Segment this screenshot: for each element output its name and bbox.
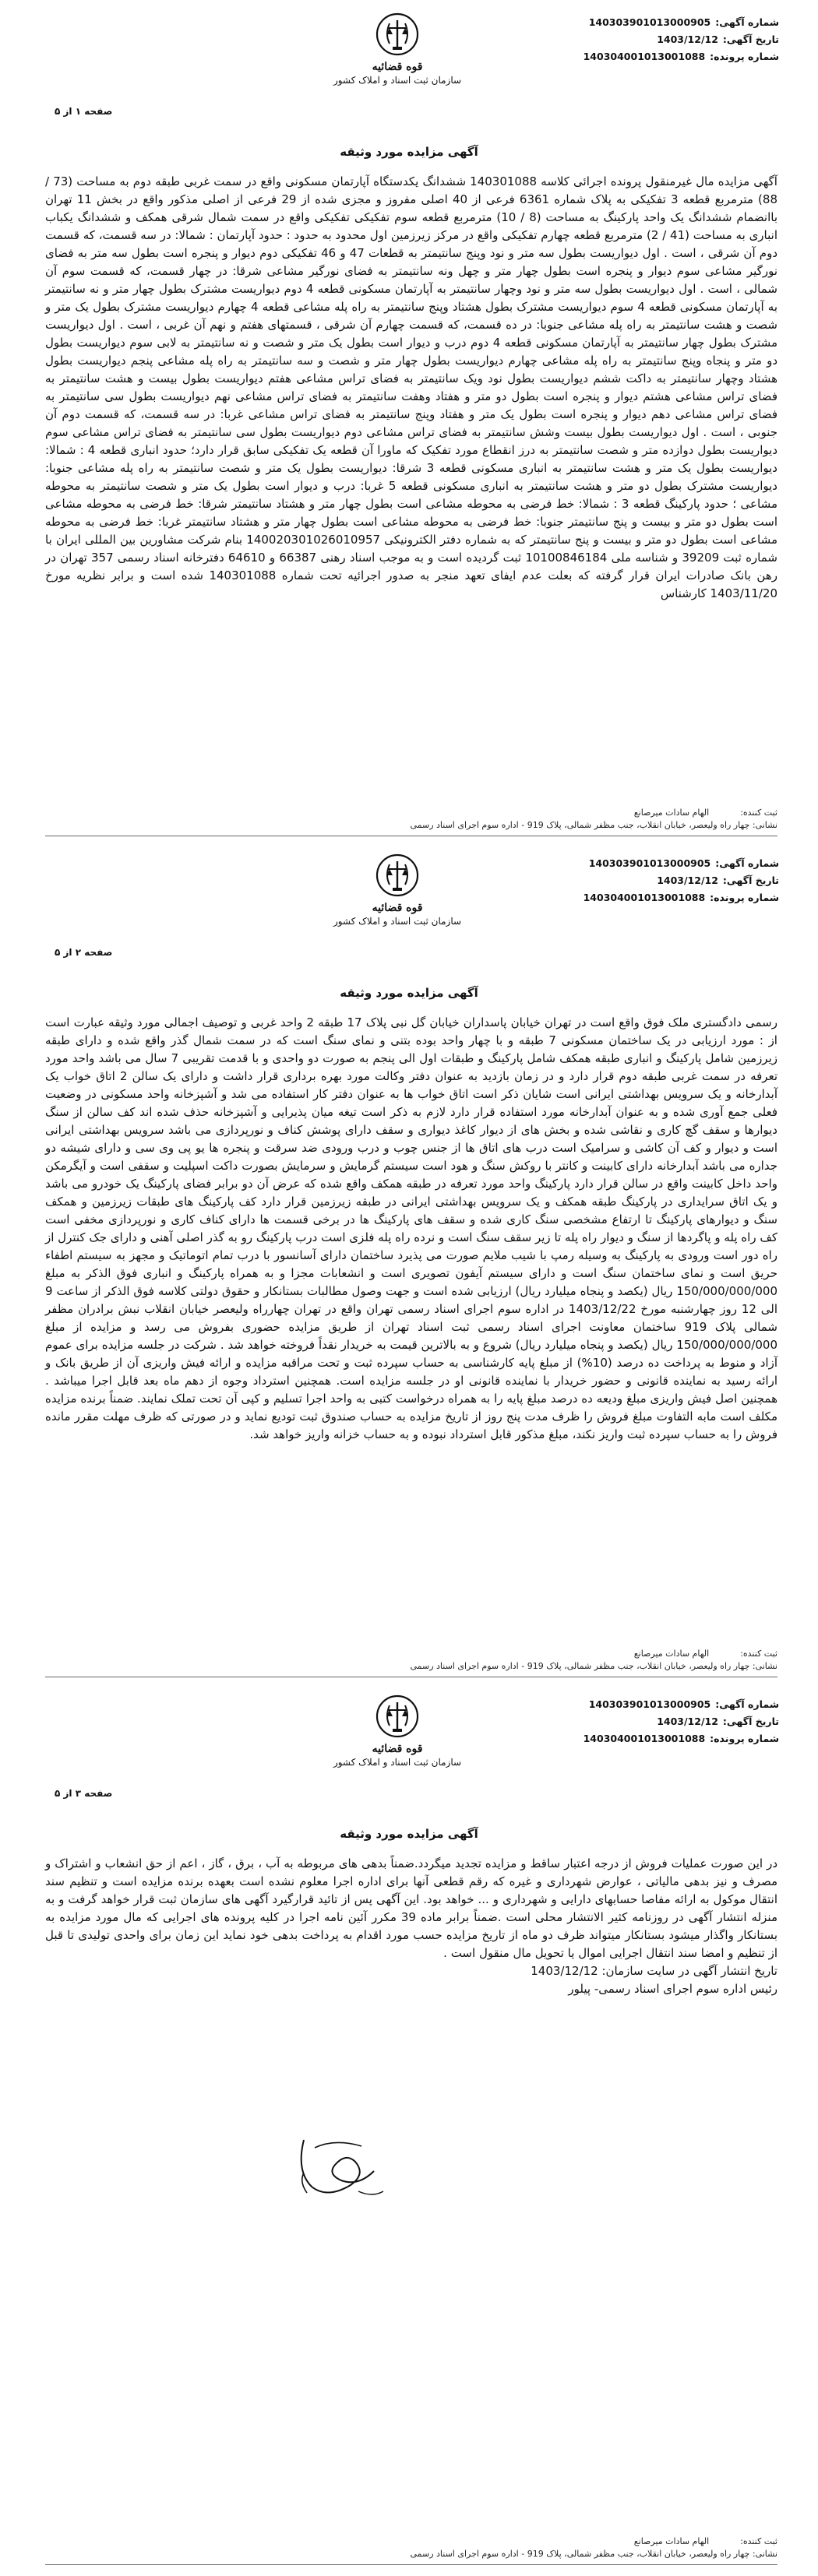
footer-signer: الهام سادات میرصانع bbox=[633, 1649, 710, 1659]
handwritten-signature bbox=[280, 2124, 397, 2210]
notice-meta bbox=[561, 14, 779, 65]
notice-title: آگهی مزایده مورد وثیقه bbox=[340, 145, 478, 159]
judiciary-emblem bbox=[327, 852, 467, 938]
file-number: 140304001013001088 bbox=[583, 1733, 706, 1744]
page-number: صفحه ۳ از ۵ bbox=[55, 1788, 113, 1799]
emblem-caption-top: قوه قضائیه bbox=[372, 902, 423, 914]
body-paragraph: رسمی دادگستری ملک فوق واقع است در تهران خیابان پاسداران خیابان گل نبی پلاک 17 طبقه 2 واحد غربی و توصیف اجمالی مورد وثیقه عبارت است از : مورد ارزیابی در یک ساختمان مسکونی 7 طبقه و با چهار واحد بوده بتنی و نمای سنگ است که در سمت شمال گذر واقع شده و دارای طبقه زیرزمین شامل پارکینگ و انباری طبقه همکف شامل پارکینگ و طبقات اول الی پنجم به صورت دو واحدی و با قدمت تقریبی 7 سال می باشد واحد مورد تعرفه در سمت غربی طبقه دوم قرار دارد و در زمان بازدید به عنوان دفتر وکالت مورد بهره برداری قرار داشت و دارای یک سالن 2 اتاق خواب یک آبدارخانه و یک سرویس بهداشتی ایرانی است شایان ذکر است اتاق خواب ها به عنوان دفتر کار استفاده می شد و آشپزخانه واحد مسکونی در وضعیت فعلی جمع آوری شده و به عنوان آبدارخانه مورد استفاده قرار دارد لازم به ذکر است تیغه میان پذیرایی و آشپزخانه حذف شده اند کف سالن از سنگ دیوارها و سقف گچ کاری و نقاشی شده و بخش های از دیوار کاغذ دیواری و سقف دارای پوشش کناف و نورپردازی می باشد سرویس بهداشتی ایرانی است و دیوار و کف آن کاشی و سرامیک است درب های اتاق ها از جنس چوب و درب ورودی ضد سرقت و پنجره ها یو پی وی سی و دارای شیشه دو جداره می باشد آبدارخانه دارای کابینت و کانتر با روکش سنگ و هود است سیستم گرمایش و سرمایش بصورت داکت اسپلیت و سقفی است و آیگرمکن واحد داخل کابینت واقع در سالن قرار دارد پارکینگ واحد مورد تعرفه در طبقه همکف واقع شده که عرض آن دو برابر فضای پارکینگ یک خودرو می باشد و یک اتاق سرایداری در پارکینگ طبقه همکف و یک سرویس بهداشتی ایرانی در طبقه زیرزمین قرار دارد کف پارکینگ های طبقات زیرزمین و همکف سنگ و دیوارهای پارکینگ تا ارتفاع مشخصی سنگ کاری شده و سقف های پارکینگ ها در برخی قسمت ها دارای کناف کاری و نورپردازی مخفی است کف راه پله و پاگردها از سنگ و دیوار راه پله تا زیر سقف سنگ است و نرده راه پله فلزی است درب پارکینگ رو به گذر اصلی آهنی و دارای جک کنترل از راه دور است ورودی به پارکینگ به وسیله رمپ با شیب ملایم صورت می پذیرد ساختمان دارای آسانسور با درب تمام اتوماتیک و مجهز به سیستم اطفاء حریق است و نمای ساختمان سنگ است و دارای سیستم آیفون تصویری است و انشعابات مجزا و به همراه پارکینگ و انباری فوق الذکر به مبلغ 150/000/000/000 ریال (یکصد و پنجاه میلیارد ریال) ارزیابی شده است و جهت وصول مطالبات بستانکار و حقوق دولتی کلاسه فوق الذکر از ساعت 9 الی 12 روز چهارشنبه مورخ 1403/12/22 در اداره سوم اجرای اسناد رسمی تهران واقع در تهران چهارراه ولیعصر خیابان انقلاب نبش برادران مظفر شمالی پلاک 919 ساختمان معاونت اجرای اسناد رسمی ثبت اسناد تهران از طریق مزایده حضوری بفروش می رسد و مزایده از مبلغ 150/000/000/000 ریال (یکصد و پنجاه میلیارد ریال) شروع و به بالاترین قیمت به خریدار نقداً فروخته خواهد شد . شرکت در جلسه مزایده برای عموم آزاد و منوط به پرداخت ده درصد (10%) از مبلغ پایه کارشناسی به حساب سپرده ثبت و تحت مراقبه مزایده و ارائه فیش واریزی آن از طریق بانک و ارائه رسید به نماینده قانونی و حضور خریدار با نماینده قانونی او در جلسه مزایده است. همچنین استرداد وجوه از دهم ماه بعد قابل اجرا میباشد . همچنین اصل فیش واریزی مبلغ ودیعه ده درصد مبلغ پایه را به همراه درخواست کتبی به واحد اجرا تسلیم و کپی آن تحت تملک نمایند. ضمناً برنده مزایده مکلف است مابه التفاوت مبلغ فروش را ظرف مدت پنج روز از تاریخ مزایده به حساب صندوق ثبت تودیع نماید و در صورتی که ظرف مهلت مقرر مانده فروش را به حساب سپرده ثبت واریز نکند، مبلغ مذکور قابل استرداد نبوده و به حساب خزانه واریز خواهد شد. bbox=[45, 1015, 778, 1441]
scales-emblem-icon bbox=[374, 852, 421, 900]
signatory-line: رئیس اداره سوم اجرای اسناد رسمی- پیلور bbox=[568, 1982, 777, 1996]
page-number: صفحه ۱ از ۵ bbox=[55, 106, 113, 117]
notice-number: 140303901013000905 bbox=[588, 1698, 711, 1710]
judiciary-emblem bbox=[327, 1693, 467, 1779]
notice-number: 140303901013000905 bbox=[588, 16, 711, 28]
footer-address: نشانی: چهار راه ولیعصر، خیابان انقلاب، جنب مظفر شمالی، پلاک 919 - اداره سوم اجرای اسناد رسمی bbox=[410, 2549, 777, 2559]
judiciary-emblem bbox=[327, 11, 467, 97]
emblem-caption-bottom: سازمان ثبت اسناد و املاک کشور bbox=[333, 916, 462, 927]
footer-signed-label: ثبت کننده: bbox=[740, 2536, 777, 2546]
scales-emblem-icon bbox=[374, 1693, 421, 1741]
footer-address: نشانی: چهار راه ولیعصر، خیابان انقلاب، جنب مظفر شمالی، پلاک 919 - اداره سوم اجرای اسناد رسمی bbox=[410, 820, 777, 830]
notice-body bbox=[45, 173, 777, 603]
emblem-caption-top: قوه قضائیه bbox=[372, 61, 423, 73]
signature-icon bbox=[280, 2124, 397, 2210]
notice-number-label: شماره آگهی: bbox=[715, 1698, 779, 1710]
file-number-label: شماره پرونده: bbox=[710, 892, 779, 903]
file-number: 140304001013001088 bbox=[583, 892, 706, 903]
page-footer bbox=[45, 1648, 777, 1677]
notice-title: آگهی مزایده مورد وثیقه bbox=[340, 1827, 478, 1841]
body-paragraph: آگهی مزایده مال غیرمنقول پرونده اجرائی کلاسه 140301088 ششدانگ یکدستگاه آپارتمان مسکونی واقع در سمت غربی طبقه دوم به مساحت (73 / 88) مترمربع قطعه 3 تفکیکی به پلاک شماره 6361 فرعی از 40 اصلی مفروز و مجزی شده از 29 فرعی از اصلی مذکور واقع در بخش 11 تهران باانضمام ششدانگ یک واحد پارکینگ به مساحت (8 / 10) مترمربع قطعه سوم تفکیکی تفکیکی واقع در سمت شمال شرقی همکف و ششدانگ یکباب انباری به مساحت (41 / 2) مترمربع قطعه چهارم تفکیکی واقع در مرکز زیرزمین اول محدود به حدود : حدود آپارتمان : شمالا: در سه قسمت، که قسمت دوم آن شرقی ، است . اول دیواریست بطول سه متر و نود وپنج سانتیمتر به قطعات 47 و 46 تفکیکی دوم دیوار و پنجره است بطول سه متر به فضای نورگیر مشاعی سوم دیوار و پنجره است بطول چهار متر و چهل ونه سانتیمتر به فضای نورگیر مشاعی شرقا: در چهار قسمت، که قسمت سوم آن شمالی ، است . اول دیواریست بطول سه متر و نود وچهار سانتیمتر به آپارتمان مسکونی قطعه 4 دوم دیواریست مشترک بطول چهار متر و نه سانتیمتر به آپارتمان مسکونی قطعه 4 سوم دیواریست مشترک بطول هشتاد وپنج سانتیمتر به راه پله مشاعی قطعه 4 چهارم دیواریست مشترک بطول یک متر و شصت و هشت سانتیمتر به راه پله مشاعی جنوبا: در ده قسمت، که قسمت چهارم آن شرقی ، قسمتهای هفتم و نهم آن غربی ، است . اول دیواریست مشترک بطول چهار سانتیمتر به آپارتمان مسکونی قطعه 4 دوم درب و دیوار است بطول یک متر و شصت و نه سانتیمتر به لابی سوم دیواریست بطول دو متر و پنجاه وپنج سانتیمتر به راه پله مشاعی چهارم دیواریست بطول چهار متر و شصت و سه سانتیمتر به راه پله مشاعی پنجم دیواریست بطول هشتاد وچهار سانتیمتر به داکت ششم دیواریست بطول نود ویک سانتیمتر به فضای تراس مشاعی هفتم دیواریست بطول بیست و هشت سانتیمتر به فضای تراس مشاعی هشتم دیوار و پنجره است بطول دو متر و هفتاد وهفت سانتیمتر به فضای تراس مشاعی نهم دیواریست بطول سی سانتیمتر به فضای تراس مشاعی دهم دیوار و پنجره است بطول یک متر و هفتاد وپنج سانتیمتر به فضای تراس مشاعی غربا: در سه قسمت، که قسمت دوم آن جنوبی ، است . اول دیواریست بطول بیست وشش سانتیمتر به فضای تراس مشاعی دوم دیواریست بطول سی سانتیمتر به فضای تراس مشاعی سوم دیواریست بطول دوازده متر و شصت سانتیمتر به درز انقطاع مورد تفکیک که ماورا آن قطعه یک تفکیکی سابق قرار دارد؛ حدود انباری قطعه 4 : شمالا: دیواریست بطول یک متر و هشت سانتیمتر به انباری مسکونی قطعه 3 شرقا: دیواریست بطول یک متر و شصت سانتیمتر به راه پله مشاعی جنوبا: دیواریست مشترک بطول دو متر و هشت سانتیمتر به انباری مسکونی قطعه 5 غربا: درب و دیوار است بطول یک متر و شصت سانتیمتر به محوطه مشاعی ؛ حدود پارکینگ قطعه 3 : شمالا: خط فرضی به محوطه مشاعی است بطول چهار متر و هشتاد سانتیمتر شرقا: خط فرضی به محوطه مشاعی است بطول دو متر و بیست و پنج سانتیمتر جنوبا: خط فرضی به محوطه مشاعی است بطول چهار متر و هشتاد سانتیمتر غربا: خط فرضی به محوطه مشاعی است بطول دو متر و بیست و پنج سانتیمتر که به شماره دفتر الکترونیکی 140020301026010957 بنام شرکت مشاورین بین المللی ایران با شماره ثبت 39209 و شناسه ملی 10100846184 ثبت گردیده است و به موجب اسناد رهنی 66387 و 64610 دفترخانه اسناد رسمی 357 تهران در رهن بانک صادرات ایران قرار گرفته که بعلت عدم ایفای تعهد منجر به صدور اجرائیه تحت شماره 140301088 شده است و برابر نظریه مورخ 1403/11/20 کارشناس bbox=[45, 174, 778, 600]
emblem-caption-top: قوه قضائیه bbox=[372, 1743, 423, 1755]
page-number: صفحه ۲ از ۵ bbox=[55, 947, 113, 958]
notice-date: 1403/12/12 bbox=[657, 875, 718, 886]
footer-rule bbox=[45, 2564, 777, 2565]
notice-number-label: شماره آگهی: bbox=[715, 857, 779, 869]
notice-meta bbox=[561, 855, 779, 906]
document-page-1 bbox=[0, 0, 818, 841]
page-footer bbox=[45, 807, 777, 836]
emblem-caption-bottom: سازمان ثبت اسناد و املاک کشور bbox=[333, 1757, 462, 1768]
notice-title: آگهی مزایده مورد وثیقه bbox=[340, 986, 478, 1000]
footer-signed-label: ثبت کننده: bbox=[740, 808, 777, 818]
notice-date-label: تاریخ آگهی: bbox=[722, 1716, 779, 1727]
notice-date: 1403/12/12 bbox=[657, 1716, 718, 1727]
file-number-label: شماره پرونده: bbox=[710, 51, 779, 62]
emblem-caption-bottom: سازمان ثبت اسناد و املاک کشور bbox=[333, 75, 462, 86]
footer-signer: الهام سادات میرصانع bbox=[633, 2536, 710, 2546]
notice-body bbox=[45, 1855, 777, 1998]
footer-signer: الهام سادات میرصانع bbox=[633, 808, 710, 818]
scales-emblem-icon bbox=[374, 11, 421, 59]
document-page-3 bbox=[0, 1682, 818, 2576]
notice-number-label: شماره آگهی: bbox=[715, 16, 779, 28]
document-page-2 bbox=[0, 841, 818, 1682]
publish-date-line: تاریخ انتشار آگهی در سایت سازمان: 1403/12/12 bbox=[531, 1964, 777, 1978]
notice-date: 1403/12/12 bbox=[657, 33, 718, 45]
footer-signed-label: ثبت کننده: bbox=[740, 1649, 777, 1659]
file-number: 140304001013001088 bbox=[583, 51, 706, 62]
page-footer bbox=[45, 2536, 777, 2565]
file-number-label: شماره پرونده: bbox=[710, 1733, 779, 1744]
notice-body bbox=[45, 1014, 777, 1444]
body-paragraph: در این صورت عملیات فروش از درجه اعتبار ساقط و مزایده تجدید میگردد.ضمناً بدهی های مربوطه به آب ، برق ، گاز ، اعم از حق انشعاب و اشتراک و مصرف و نیز بدهی مالیاتی ، عوارض شهرداری و غیره که رقم قطعی آنها برای اداره اجرا معلوم نشده است بعهده برنده مزایده است و تنظیم سند انتقال موکول به ارائه مفاصا حسابهای دارایی و شهرداری و ... خواهد بود. این آگهی پس از تائید قرارگیرد آگهی های سازمان ثبت قرار خواهد گرفت و به منزله انتشار آگهی در روزنامه کثیر الانتشار محلی است .ضمناً برابر ماده 39 مکرر آئین نامه اجرا در کلیه پرونده های اجرایی که مال مورد مزایده به بستانکار واگذار میشود بستانکار میتواند ظرف دو ماه از تاریخ مزایده حسب مورد اقدام به پرداخت بدهی خود نماید این زمان برای واحدی تولیدی تا قبل از تنظیم و امضا سند انتقال اجرایی اموال یا تحویل مال منقول است . bbox=[45, 1856, 777, 1960]
notice-date-label: تاریخ آگهی: bbox=[722, 875, 779, 886]
notice-number: 140303901013000905 bbox=[588, 857, 711, 869]
notice-meta bbox=[561, 1696, 779, 1747]
footer-address: نشانی: چهار راه ولیعصر، خیابان انقلاب، جنب مظفر شمالی، پلاک 919 - اداره سوم اجرای اسناد رسمی bbox=[410, 1661, 777, 1671]
notice-date-label: تاریخ آگهی: bbox=[722, 33, 779, 45]
